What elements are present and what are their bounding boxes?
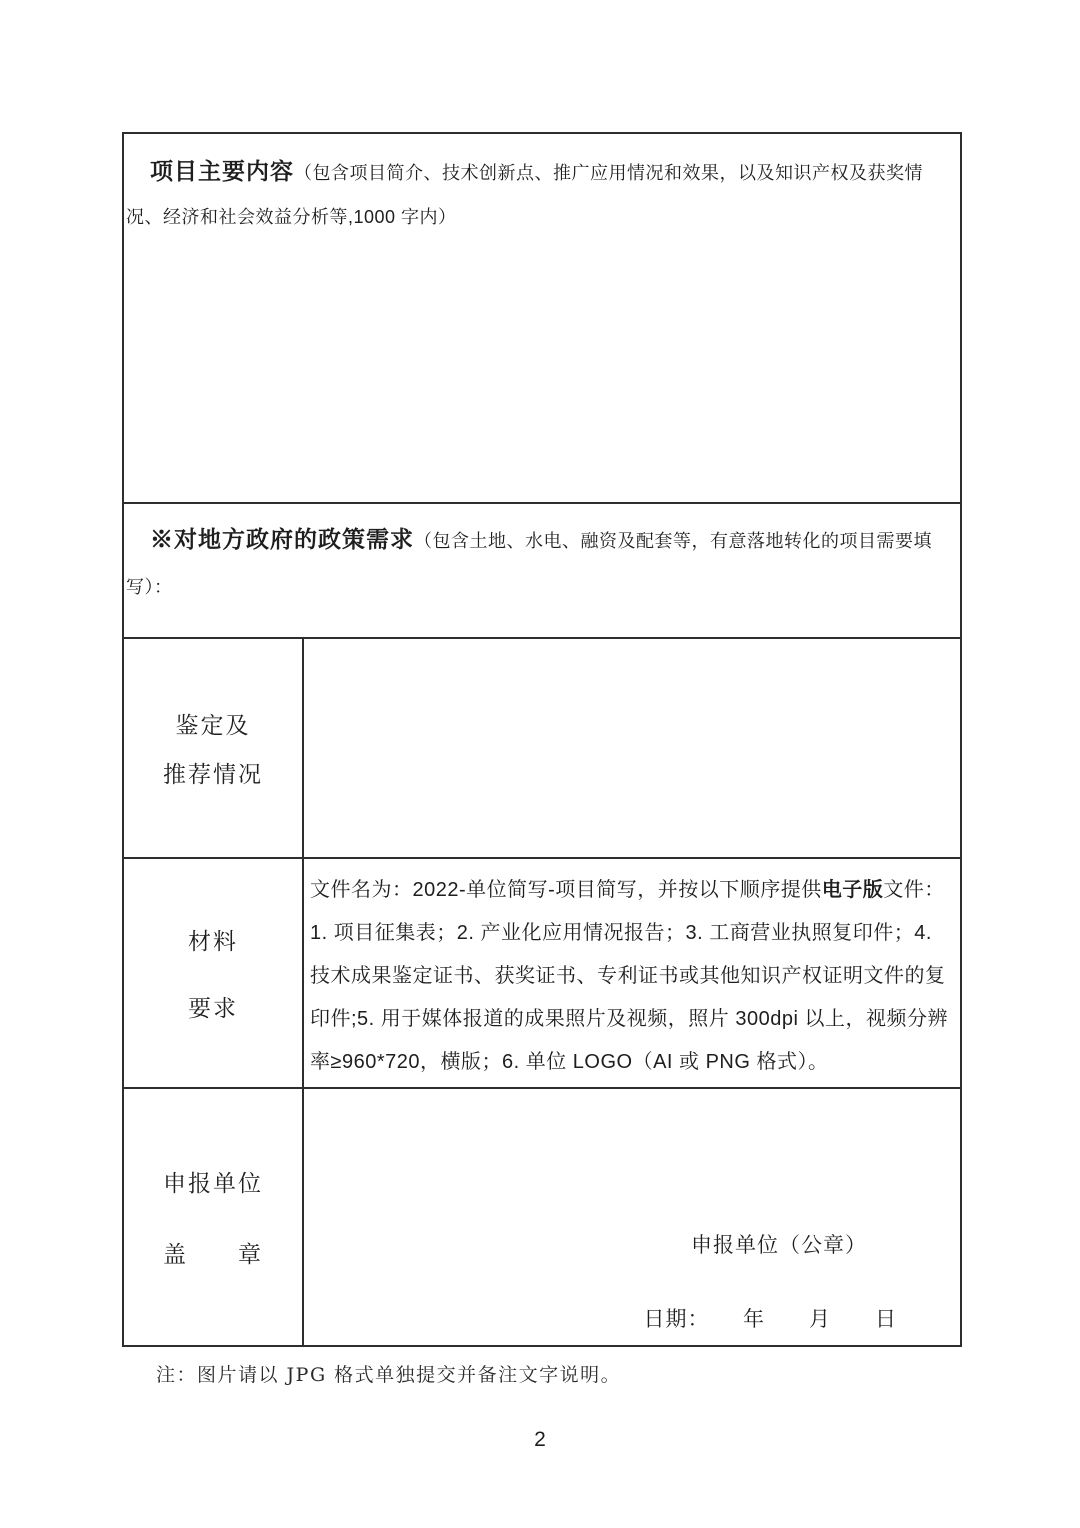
appraisal-label-line1: 鉴定及 (175, 712, 251, 738)
materials-label-cell (124, 859, 304, 1087)
materials-text-before: 文件名为：2022-单位简写-项目简写，并按以下顺序提供 (310, 879, 822, 901)
appraisal-label-line2: 推荐情况 (163, 761, 263, 787)
project-content-heading: 项目主要内容 (150, 158, 294, 184)
appraisal-fill-area (304, 639, 960, 857)
page-number: 2 (534, 1428, 546, 1451)
date-blank-line: 日期： 年 月 日 (643, 1308, 897, 1331)
row-project-content (124, 134, 960, 502)
materials-text-after: 文件：1. 项目征集表；2. 产业化应用情况报告；3. 工商营业执照复印件；4. 技术成果鉴定证书、获奖证书、专利证书或其他知识产权证明文件的复印件;5. 用于媒体报道的成果照片及视频，照片 300dpi 以上，视频分辨率≥960*720，横版；6. 单位 LOGO（AI 或 PNG 格式）。 (310, 879, 948, 1073)
application-form-table (122, 132, 962, 1347)
policy-needs-heading: ※对地方政府的政策需求 (150, 526, 414, 552)
stamp-content-cell (304, 1089, 960, 1345)
row-materials (124, 857, 960, 1087)
row-stamp (124, 1087, 960, 1345)
materials-requirements-text (304, 859, 960, 1084)
materials-content-cell (304, 859, 960, 1087)
applicant-seal-text: 申报单位（公章） (691, 1234, 867, 1257)
materials-label-line2: 要求 (188, 995, 238, 1021)
project-content-note: （包含项目简介、技术创新点、推广应用情况和效果，以及知识产权及获奖情况、经济和社会效益分析等,1000 字内） (126, 163, 923, 227)
policy-needs-header (126, 516, 942, 610)
stamp-label-line1: 申报单位 (163, 1170, 263, 1196)
footnote-text: 注：图片请以 JPG 格式单独提交并备注文字说明。 (156, 1364, 622, 1386)
appraisal-label-cell (124, 639, 304, 857)
stamp-label-cell (124, 1089, 304, 1345)
project-content-header (126, 149, 934, 239)
stamp-label-line2: 盖 章 (163, 1241, 263, 1267)
row-policy-needs (124, 502, 960, 637)
policy-needs-note: （包含土地、水电、融资及配套等，有意落地转化的项目需要填写）： (126, 531, 932, 597)
materials-text-bold: 电子版 (821, 879, 884, 901)
row-appraisal (124, 637, 960, 857)
materials-label-line1: 材料 (188, 928, 238, 954)
